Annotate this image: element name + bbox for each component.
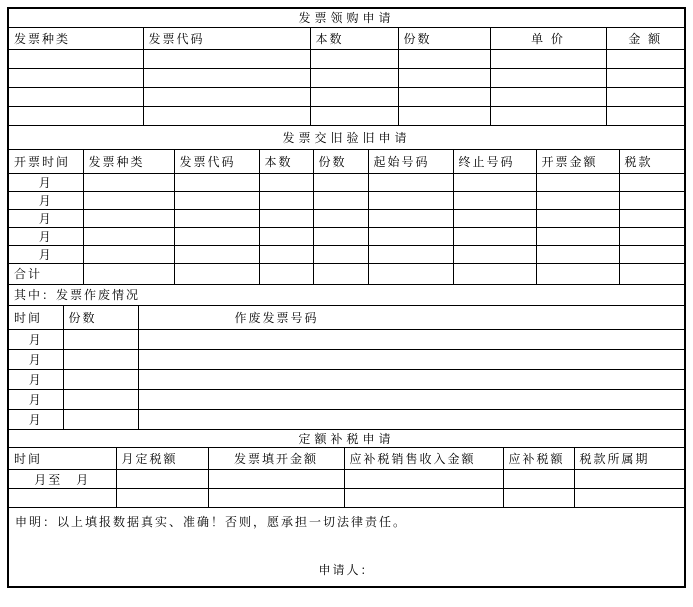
input-cell[interactable] [606,68,684,87]
input-cell[interactable] [83,246,174,264]
input-cell[interactable] [536,264,619,284]
return-verify-total-row [9,264,684,284]
month-row-label: 月 [9,369,63,389]
col-header-tax-period: 税款所属期 [574,448,684,470]
purchase-row-3 [9,87,684,106]
input-cell[interactable] [310,49,398,68]
void-invoice-section [9,284,684,430]
col-header-time: 时间 [9,305,63,329]
input-cell[interactable] [138,329,684,349]
input-cell[interactable] [259,264,313,284]
month-row-label: 月 [9,409,63,429]
input-cell[interactable] [143,49,310,68]
input-cell[interactable] [453,264,536,284]
input-cell[interactable] [490,68,606,87]
input-cell[interactable] [143,106,310,125]
month-row-label: 月 [9,228,83,246]
input-cell[interactable] [313,210,368,228]
col-header-time: 时间 [9,448,116,470]
input-cell[interactable] [63,369,138,389]
input-cell[interactable] [143,87,310,106]
input-cell[interactable] [9,49,143,68]
input-cell[interactable] [174,210,259,228]
input-cell[interactable] [83,228,174,246]
col-header-unit-price: 单 价 [490,27,606,49]
month-row-label: 月 [9,192,83,210]
input-cell[interactable] [368,264,453,284]
input-cell[interactable] [63,409,138,429]
void-section-subtitle: 其中：发票作废情况 [9,284,684,305]
input-cell[interactable] [83,192,174,210]
input-cell[interactable] [368,192,453,210]
input-cell[interactable] [490,106,606,125]
col-header-invoice-type: 发票种类 [9,27,143,49]
void-row-4 [9,389,684,409]
input-cell[interactable] [398,87,490,106]
return-verify-section-title: 发票交旧验旧申请 [9,126,684,150]
purchase-row-1 [9,49,684,68]
input-cell[interactable] [453,174,536,192]
return-verify-row-3 [9,210,684,228]
col-header-invoice-code: 发票代码 [174,150,259,174]
applicant-label: 申请人： [318,562,375,577]
input-cell[interactable] [536,192,619,210]
return-verify-row-2 [9,192,684,210]
input-cell[interactable] [259,246,313,264]
supplement-tax-section [9,429,684,507]
input-cell[interactable] [116,489,208,507]
col-header-invoice-code: 发票代码 [143,27,310,49]
input-cell[interactable] [606,87,684,106]
void-row-5 [9,409,684,429]
input-cell[interactable] [259,174,313,192]
input-cell[interactable] [83,174,174,192]
input-cell[interactable] [9,106,143,125]
supplement-tax-row-1 [9,470,684,489]
col-header-amount: 金 额 [606,27,684,49]
void-row-3 [9,369,684,389]
col-header-end-number: 终止号码 [453,150,536,174]
input-cell[interactable] [138,389,684,409]
input-cell[interactable] [63,329,138,349]
col-header-tax: 税款 [619,150,684,174]
input-cell[interactable] [344,489,503,507]
input-cell[interactable] [398,106,490,125]
input-cell[interactable] [310,106,398,125]
input-cell[interactable] [174,264,259,284]
input-cell[interactable] [536,174,619,192]
input-cell[interactable] [9,87,143,106]
input-cell[interactable] [9,489,116,507]
input-cell[interactable] [313,246,368,264]
return-verify-row-1 [9,174,684,192]
purchase-row-4 [9,106,684,125]
input-cell[interactable] [83,210,174,228]
input-cell[interactable] [174,228,259,246]
input-cell[interactable] [138,409,684,429]
col-header-invoice-fill-amount: 发票填开金额 [208,448,344,470]
input-cell[interactable] [368,174,453,192]
col-header-copies: 份数 [398,27,490,49]
input-cell[interactable] [368,228,453,246]
col-header-issue-time: 开票时间 [9,150,83,174]
input-cell[interactable] [143,68,310,87]
input-cell[interactable] [310,87,398,106]
month-row-label: 月 [9,246,83,264]
input-cell[interactable] [313,192,368,210]
supplement-tax-row-2 [9,489,684,507]
invoice-purchase-section [9,9,684,125]
input-cell[interactable] [574,489,684,507]
input-cell[interactable] [259,228,313,246]
col-header-copies: 份数 [63,305,138,329]
input-cell[interactable] [453,228,536,246]
col-header-invoice-type: 发票种类 [83,150,174,174]
input-cell[interactable] [606,106,684,125]
input-cell[interactable] [63,349,138,369]
input-cell[interactable] [398,68,490,87]
input-cell[interactable] [174,174,259,192]
col-header-books: 本数 [259,150,313,174]
input-cell[interactable] [619,192,684,210]
input-cell[interactable] [310,68,398,87]
return-verify-row-5 [9,246,684,264]
input-cell[interactable] [619,264,684,284]
input-cell[interactable] [453,210,536,228]
month-row-label: 月 [9,389,63,409]
col-header-issue-amount: 开票金额 [536,150,619,174]
month-row-label: 月 [9,210,83,228]
col-header-books: 本数 [310,27,398,49]
input-cell[interactable] [259,210,313,228]
input-cell[interactable] [453,246,536,264]
input-cell[interactable] [9,68,143,87]
input-cell[interactable] [606,49,684,68]
return-verify-row-4 [9,228,684,246]
col-header-supplement-tax-amount: 应补税额 [503,448,574,470]
input-cell[interactable] [536,246,619,264]
input-cell[interactable] [174,246,259,264]
input-cell[interactable] [174,192,259,210]
input-cell[interactable] [368,246,453,264]
declaration-text: 申明：以上填报数据真实、准确！否则，愿承担一切法律责任。 [15,514,408,529]
input-cell[interactable] [574,470,684,489]
input-cell[interactable] [116,470,208,489]
col-header-start-number: 起始号码 [368,150,453,174]
col-header-monthly-fixed-tax: 月定税额 [116,448,208,470]
input-cell[interactable] [536,228,619,246]
input-cell[interactable] [313,174,368,192]
input-cell[interactable] [259,192,313,210]
input-cell[interactable] [344,470,503,489]
input-cell[interactable] [619,174,684,192]
purchase-section-title: 发票领购申请 [9,9,684,27]
input-cell[interactable] [490,49,606,68]
input-cell[interactable] [313,264,368,284]
input-cell[interactable] [138,349,684,369]
col-header-void-invoice-numbers: 作废发票号码 [138,305,684,329]
col-header-taxable-sales-income: 应补税销售收入金额 [344,448,503,470]
input-cell[interactable] [398,49,490,68]
supplement-tax-section-title: 定额补税申请 [9,430,684,448]
void-row-2 [9,349,684,369]
input-cell[interactable] [63,389,138,409]
total-row-label: 合计 [9,264,83,284]
input-cell[interactable] [208,470,344,489]
purchase-row-2 [9,68,684,87]
input-cell[interactable] [490,87,606,106]
input-cell[interactable] [138,369,684,389]
input-cell[interactable] [83,264,174,284]
input-cell[interactable] [619,210,684,228]
input-cell[interactable] [619,228,684,246]
month-row-label: 月 [9,174,83,192]
void-row-1 [9,329,684,349]
input-cell[interactable] [313,228,368,246]
month-row-label: 月 [9,329,63,349]
month-row-label: 月 [9,349,63,369]
input-cell[interactable] [368,210,453,228]
month-range-label: 月至 月 [9,470,116,489]
input-cell[interactable] [208,489,344,507]
input-cell[interactable] [503,470,574,489]
invoice-return-verify-section [9,125,684,284]
col-header-copies: 份数 [313,150,368,174]
input-cell[interactable] [503,489,574,507]
input-cell[interactable] [619,246,684,264]
invoice-application-form [7,7,686,588]
input-cell[interactable] [453,192,536,210]
input-cell[interactable] [536,210,619,228]
declaration-block [9,507,684,586]
